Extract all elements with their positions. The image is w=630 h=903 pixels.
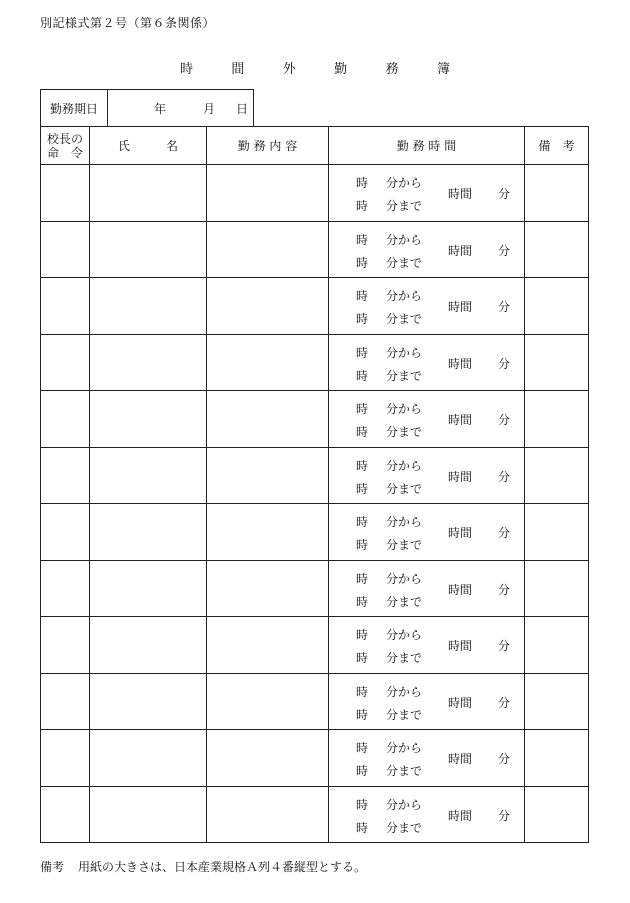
remarks-cell[interactable] (525, 730, 589, 787)
hours-cell[interactable] (329, 447, 525, 504)
from-minute-label: 分から (386, 458, 423, 473)
month-unit: 月 (203, 101, 216, 116)
to-minute-label: 分まで (386, 481, 423, 496)
from-minute-label: 分から (386, 232, 423, 247)
form-number-label: 別記様式第２号（第６条関係） (40, 16, 216, 30)
remarks-cell[interactable] (525, 673, 589, 730)
remarks-cell[interactable] (525, 617, 589, 674)
overtime-log-table (40, 126, 589, 843)
total-minutes-label: 分 (498, 413, 511, 427)
from-minute-label: 分から (386, 628, 423, 642)
from-minute-label: 分から (386, 289, 423, 303)
header-hours: 勤 務 時 間 (329, 127, 525, 165)
title-char: 間 (231, 62, 245, 77)
total-minutes-label: 分 (498, 695, 511, 710)
order-cell[interactable] (41, 447, 90, 504)
from-minute-label: 分から (386, 571, 423, 586)
order-cell[interactable] (41, 221, 90, 278)
total-hours-label: 時間 (448, 469, 473, 484)
to-hour-label: 時 (356, 481, 369, 496)
table-row (41, 221, 589, 278)
from-hour-label: 時 (356, 176, 369, 190)
name-cell[interactable] (90, 165, 207, 222)
name-cell[interactable] (90, 786, 207, 843)
duty-cell[interactable] (207, 730, 329, 787)
to-hour-label: 時 (356, 425, 369, 439)
total-minutes-label: 分 (498, 356, 511, 371)
order-cell[interactable] (41, 334, 90, 391)
header-duty: 勤 務 内 容 (207, 127, 329, 165)
header-remarks: 備 考 (525, 127, 589, 165)
title-char: 時 (180, 62, 194, 77)
remarks-cell[interactable] (525, 560, 589, 617)
total-hours-label: 時間 (448, 695, 473, 710)
title-char: 務 (385, 62, 399, 77)
day-unit: 日 (236, 101, 249, 116)
total-minutes-label: 分 (498, 300, 511, 314)
to-minute-label: 分まで (386, 538, 423, 552)
total-hours-label: 時間 (448, 243, 473, 258)
from-minute-label: 分から (386, 515, 423, 529)
remarks-cell[interactable] (525, 391, 589, 448)
name-cell[interactable] (90, 221, 207, 278)
name-cell[interactable] (90, 730, 207, 787)
total-minutes-label: 分 (498, 639, 511, 653)
total-hours-label: 時間 (448, 526, 473, 540)
duty-cell[interactable] (207, 221, 329, 278)
total-hours-label: 時間 (448, 413, 473, 427)
from-hour-label: 時 (356, 458, 369, 473)
to-minute-label: 分まで (386, 368, 423, 383)
from-hour-label: 時 (356, 289, 369, 303)
header-order-line2: 命 令 (47, 145, 84, 160)
order-cell[interactable] (41, 560, 90, 617)
duty-cell[interactable] (207, 673, 329, 730)
table-row (41, 560, 589, 617)
hours-cell[interactable] (329, 278, 525, 335)
total-minutes-label: 分 (498, 582, 511, 597)
title-char: 簿 (436, 62, 450, 77)
table-row (41, 334, 589, 391)
table-row (41, 278, 589, 335)
from-minute-label: 分から (386, 402, 423, 416)
table-row (41, 391, 589, 448)
name-cell[interactable] (90, 504, 207, 561)
table-row (41, 165, 589, 222)
to-minute-label: 分まで (386, 820, 423, 835)
from-hour-label: 時 (356, 345, 369, 360)
table-header-row (41, 127, 589, 165)
header-name: 氏 名 (90, 127, 207, 165)
hours-cell[interactable] (329, 504, 525, 561)
from-hour-label: 時 (356, 797, 369, 812)
title-char: 外 (282, 62, 296, 77)
remarks-cell[interactable] (525, 334, 589, 391)
to-minute-label: 分まで (386, 764, 423, 778)
total-minutes-label: 分 (498, 526, 511, 540)
from-hour-label: 時 (356, 684, 369, 699)
name-cell[interactable] (90, 560, 207, 617)
order-cell[interactable] (41, 165, 90, 222)
footnote-text: 用紙の大きさは、日本産業規格Ａ列４番縦型とする。 (78, 860, 367, 874)
order-cell[interactable] (41, 278, 90, 335)
remarks-cell[interactable] (525, 447, 589, 504)
total-hours-label: 時間 (448, 582, 473, 597)
header-principal-order (41, 127, 90, 165)
name-cell[interactable] (90, 617, 207, 674)
total-hours-label: 時間 (448, 187, 473, 201)
total-minutes-label: 分 (498, 808, 511, 823)
name-cell[interactable] (90, 391, 207, 448)
to-hour-label: 時 (356, 312, 369, 326)
remarks-cell[interactable] (525, 504, 589, 561)
table-row (41, 617, 589, 674)
to-hour-label: 時 (356, 820, 369, 835)
to-hour-label: 時 (356, 594, 369, 609)
order-cell[interactable] (41, 617, 90, 674)
hours-cell[interactable] (329, 730, 525, 787)
duty-cell[interactable] (207, 786, 329, 843)
to-hour-label: 時 (356, 764, 369, 778)
hours-cell[interactable] (329, 334, 525, 391)
to-minute-label: 分まで (386, 199, 423, 213)
footnote-label: 備考 (40, 860, 65, 874)
remarks-cell[interactable] (525, 165, 589, 222)
table-row (41, 504, 589, 561)
work-date-label: 勤務期日 (41, 90, 108, 126)
from-minute-label: 分から (386, 797, 423, 812)
duty-cell[interactable] (207, 504, 329, 561)
total-minutes-label: 分 (498, 469, 511, 484)
from-minute-label: 分から (386, 345, 423, 360)
from-hour-label: 時 (356, 741, 369, 755)
table-row (41, 673, 589, 730)
hours-cell[interactable] (329, 673, 525, 730)
duty-cell[interactable] (207, 447, 329, 504)
duty-cell[interactable] (207, 334, 329, 391)
header-order-line1: 校長の (47, 131, 84, 146)
to-hour-label: 時 (356, 707, 369, 722)
to-minute-label: 分まで (386, 707, 423, 722)
to-hour-label: 時 (356, 199, 369, 213)
order-cell[interactable] (41, 391, 90, 448)
remarks-cell[interactable] (525, 221, 589, 278)
order-cell[interactable] (41, 673, 90, 730)
from-hour-label: 時 (356, 232, 369, 247)
to-minute-label: 分まで (386, 425, 423, 439)
to-hour-label: 時 (356, 538, 369, 552)
total-hours-label: 時間 (448, 752, 473, 766)
table-row (41, 786, 589, 843)
to-minute-label: 分まで (386, 594, 423, 609)
to-minute-label: 分まで (386, 312, 423, 326)
work-date-box (40, 89, 254, 126)
to-hour-label: 時 (356, 651, 369, 665)
duty-cell[interactable] (207, 391, 329, 448)
footnote (40, 858, 380, 875)
from-hour-label: 時 (356, 571, 369, 586)
work-date-field[interactable] (108, 90, 253, 126)
total-minutes-label: 分 (498, 243, 511, 258)
year-unit: 年 (154, 101, 167, 116)
title-char: 勤 (334, 62, 348, 77)
hours-cell[interactable] (329, 391, 525, 448)
duty-cell[interactable] (207, 278, 329, 335)
from-minute-label: 分から (386, 741, 423, 755)
table-row (41, 447, 589, 504)
table-row (41, 730, 589, 787)
to-minute-label: 分まで (386, 651, 423, 665)
total-hours-label: 時間 (448, 300, 473, 314)
total-hours-label: 時間 (448, 356, 473, 371)
from-minute-label: 分から (386, 176, 423, 190)
hours-cell[interactable] (329, 786, 525, 843)
document-title (180, 58, 450, 77)
hours-cell[interactable] (329, 617, 525, 674)
hours-cell[interactable] (329, 221, 525, 278)
to-minute-label: 分まで (386, 255, 423, 270)
from-minute-label: 分から (386, 684, 423, 699)
name-cell[interactable] (90, 278, 207, 335)
hours-cell[interactable] (329, 560, 525, 617)
hours-cell[interactable] (329, 165, 525, 222)
duty-cell[interactable] (207, 617, 329, 674)
remarks-cell[interactable] (525, 786, 589, 843)
duty-cell[interactable] (207, 560, 329, 617)
from-hour-label: 時 (356, 402, 369, 416)
name-cell[interactable] (90, 334, 207, 391)
order-cell[interactable] (41, 730, 90, 787)
total-minutes-label: 分 (498, 752, 511, 766)
to-hour-label: 時 (356, 368, 369, 383)
order-cell[interactable] (41, 504, 90, 561)
from-hour-label: 時 (356, 515, 369, 529)
duty-cell[interactable] (207, 165, 329, 222)
remarks-cell[interactable] (525, 278, 589, 335)
from-hour-label: 時 (356, 628, 369, 642)
order-cell[interactable] (41, 786, 90, 843)
name-cell[interactable] (90, 447, 207, 504)
total-minutes-label: 分 (498, 187, 511, 201)
total-hours-label: 時間 (448, 808, 473, 823)
name-cell[interactable] (90, 673, 207, 730)
total-hours-label: 時間 (448, 639, 473, 653)
to-hour-label: 時 (356, 255, 369, 270)
